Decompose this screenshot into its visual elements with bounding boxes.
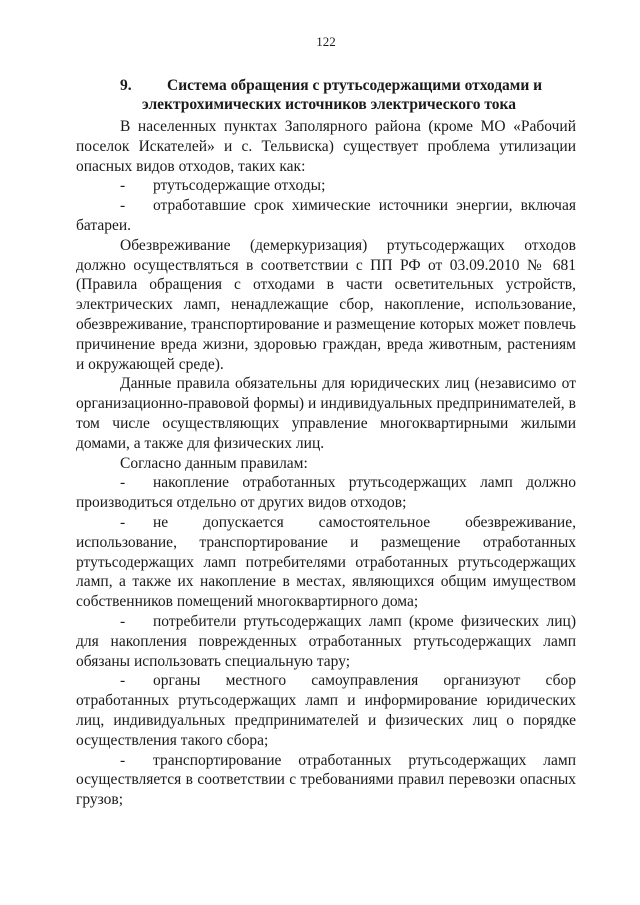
list-item-rule (76, 513, 576, 612)
section-heading (76, 76, 576, 114)
list-dash: - (120, 197, 126, 215)
list-item-text: потребители ртутьсодержащих ламп (кроме физических лиц) для накопления поврежденных отработанных ртутьсодержащих ламп обязаны использовать специальную тару; (76, 612, 576, 670)
list-item-rule (76, 671, 576, 750)
list-item-text: отработавшие срок химические источники энергии, включая батареи. (76, 197, 576, 234)
list-dash: - (120, 474, 126, 492)
list-item-rule (76, 612, 576, 671)
paragraph-decree: Обезвреживание (демеркуризация) ртутьсодержащих отходов должно осуществляться в соответствии с ПП РФ от 03.09.2010 № 681 (Правила обращения с отходами в части осветительных устройств, электрических ламп, ненадлежащие сбор, накопление, использование, обезвреживание, транспортирование и размещение которых может повлечь причинение вреда жизни, здоровью граждан, вреда животным, растениям и окружающей среде). (76, 236, 576, 373)
section-title-line2: электрохимических источников электрического тока (142, 96, 516, 113)
list-dash: - (120, 751, 126, 769)
list-dash: - (120, 672, 126, 690)
document-body (76, 117, 576, 810)
paragraph-rules-intro: Согласно данным правилам: (120, 454, 308, 472)
list-item-waste-type (76, 196, 576, 236)
list-item-text: ртутьсодержащие отходы; (153, 177, 326, 195)
list-item-text: транспортирование отработанных ртутьсодержащих ламп осуществляется в соответствии с требованиями правил перевозки опасных грузов; (76, 751, 576, 809)
list-item-rule (76, 751, 576, 810)
page-number: 122 (316, 34, 336, 49)
list-item-text: не допускается самостоятельное обезвреживание, использование, транспортирование и размещение отработанных ртутьсодержащих ламп потребителями отработанных ртутьсодержащих ламп, а также их накопление в местах, являющихся общим имуществом собственников помещений многоквартирного дома; (76, 513, 576, 611)
section-heading-line1 (76, 76, 576, 95)
paragraph-intro: В населенных пунктах Заполярного района (кроме МО «Рабочий поселок Искателей» и с. Тельвиска) существует проблема утилизации опасных видов отходов, таких как: (76, 118, 576, 175)
list-dash: - (120, 177, 126, 195)
section-number: 9. (120, 77, 132, 94)
section-title-line1: Система обращения с ртутьсодержащими отходами и (167, 77, 543, 94)
list-item-text: накопление отработанных ртутьсодержащих ламп должно производиться отдельно от других видов отходов; (76, 474, 576, 512)
paragraph-applicability: Данные правила обязательны для юридических лиц (независимо от организационно-правовой формы) и индивидуальных предпринимателей, в том числе осуществляющих управление многоквартирными жилыми домами, а также для физических лиц. (76, 375, 576, 452)
list-item-rule (76, 473, 576, 513)
list-item-waste-type (76, 176, 576, 196)
list-dash: - (120, 612, 126, 630)
list-item-text: органы местного самоуправления организуют сбор отработанных ртутьсодержащих ламп и информирование юридических лиц, индивидуальных предпринимателей и физических лиц о порядке осуществления такого сбора; (76, 672, 576, 749)
list-dash: - (120, 513, 126, 531)
